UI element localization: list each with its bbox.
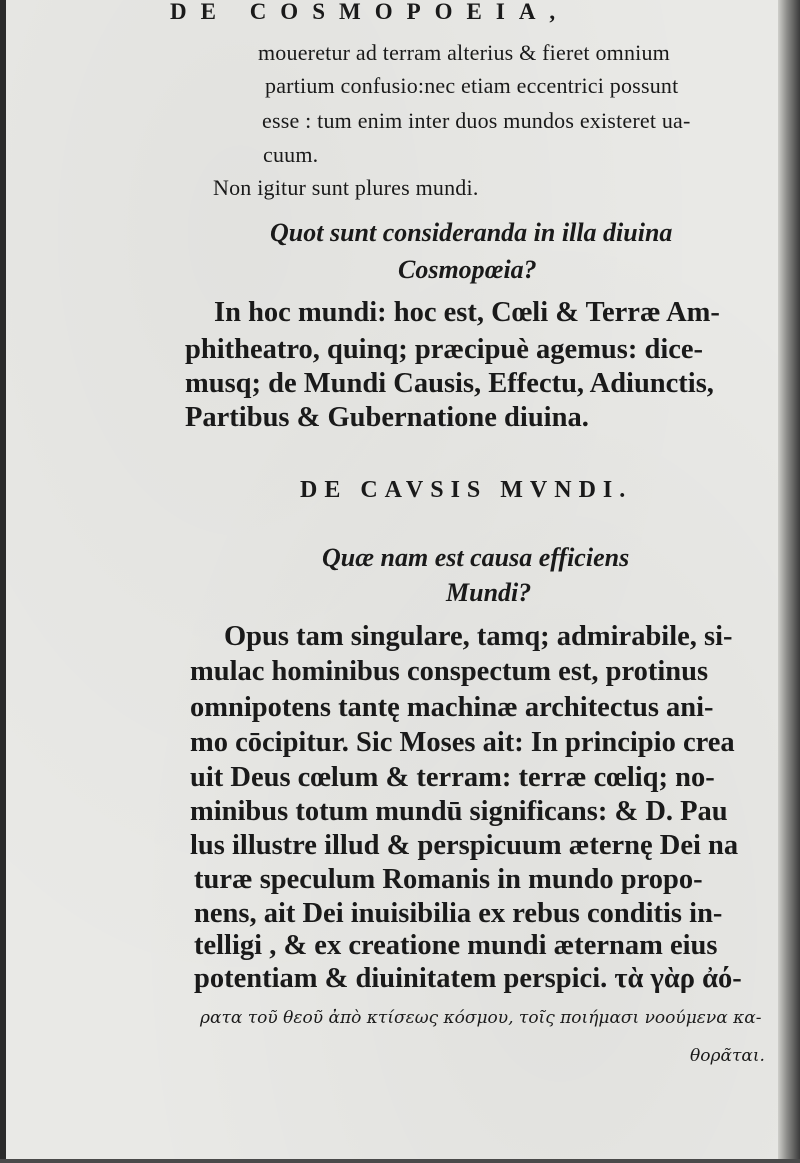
greek-quotation-line: ρατα τοῦ θεοῦ ἀπὸ κτίσεως κόσμου, τοῖς ποιήμασι νοούμενα κα- bbox=[200, 1008, 762, 1028]
answer-line: Partibus & Gubernatione diuina. bbox=[185, 402, 589, 433]
answer-line: uit Deus cœlum & terram: terræ cœliq; no- bbox=[190, 762, 715, 793]
intro-conclusion: Non igitur sunt plures mundi. bbox=[213, 175, 479, 200]
answer-line: telligi , & ex creatione mundi æternam eius bbox=[194, 930, 718, 961]
intro-line: moueretur ad terram alterius & fieret omnium bbox=[258, 40, 670, 65]
section-title: DE CAVSIS MVNDI. bbox=[300, 477, 633, 503]
answer-line: nens, ait Dei inuisibilia ex rebus conditis in- bbox=[194, 898, 723, 929]
answer-line: turæ speculum Romanis in mundo propo- bbox=[194, 864, 703, 895]
question-heading: Mundi? bbox=[446, 578, 532, 607]
answer-line: minibus totum mundū significans: & D. Pau bbox=[190, 796, 728, 827]
running-head: DE COSMOPOEIA, bbox=[170, 0, 570, 24]
answer-line: In hoc mundi: hoc est, Cœli & Terræ Am- bbox=[214, 297, 720, 328]
answer-line: phitheatro, quinq; præcipuè agemus: dice- bbox=[185, 334, 704, 365]
question-heading: Quot sunt consideranda in illa diuina bbox=[270, 218, 673, 247]
answer-line: mulac hominibus conspectum est, protinus bbox=[190, 656, 709, 687]
intro-line: esse : tum enim inter duos mundos existeret ua- bbox=[262, 108, 691, 133]
greek-quotation-line: θορᾶται. bbox=[690, 1046, 765, 1066]
page-bottom-edge bbox=[0, 1159, 800, 1163]
answer-line: potentiam & diuinitatem perspici. τὰ γὰρ ἀό- bbox=[194, 963, 742, 994]
answer-line: mo cōcipitur. Sic Moses ait: In principio crea bbox=[190, 727, 735, 758]
answer-line: musq; de Mundi Causis, Effectu, Adiunctis, bbox=[185, 368, 714, 399]
intro-line: cuum. bbox=[263, 142, 319, 167]
question-heading: Cosmopœia? bbox=[398, 255, 537, 284]
page-right-edge bbox=[778, 0, 800, 1163]
answer-line: Opus tam singulare, tamq; admirabile, si- bbox=[224, 621, 733, 652]
question-heading: Quæ nam est causa efficiens bbox=[322, 543, 630, 572]
answer-line: omnipotens tantę machinæ architectus ani- bbox=[190, 692, 714, 723]
intro-line: partium confusio:nec etiam eccentrici possunt bbox=[265, 73, 679, 98]
answer-line: lus illustre illud & perspicuum æternę Dei na bbox=[190, 830, 739, 861]
page-left-edge bbox=[0, 0, 6, 1163]
